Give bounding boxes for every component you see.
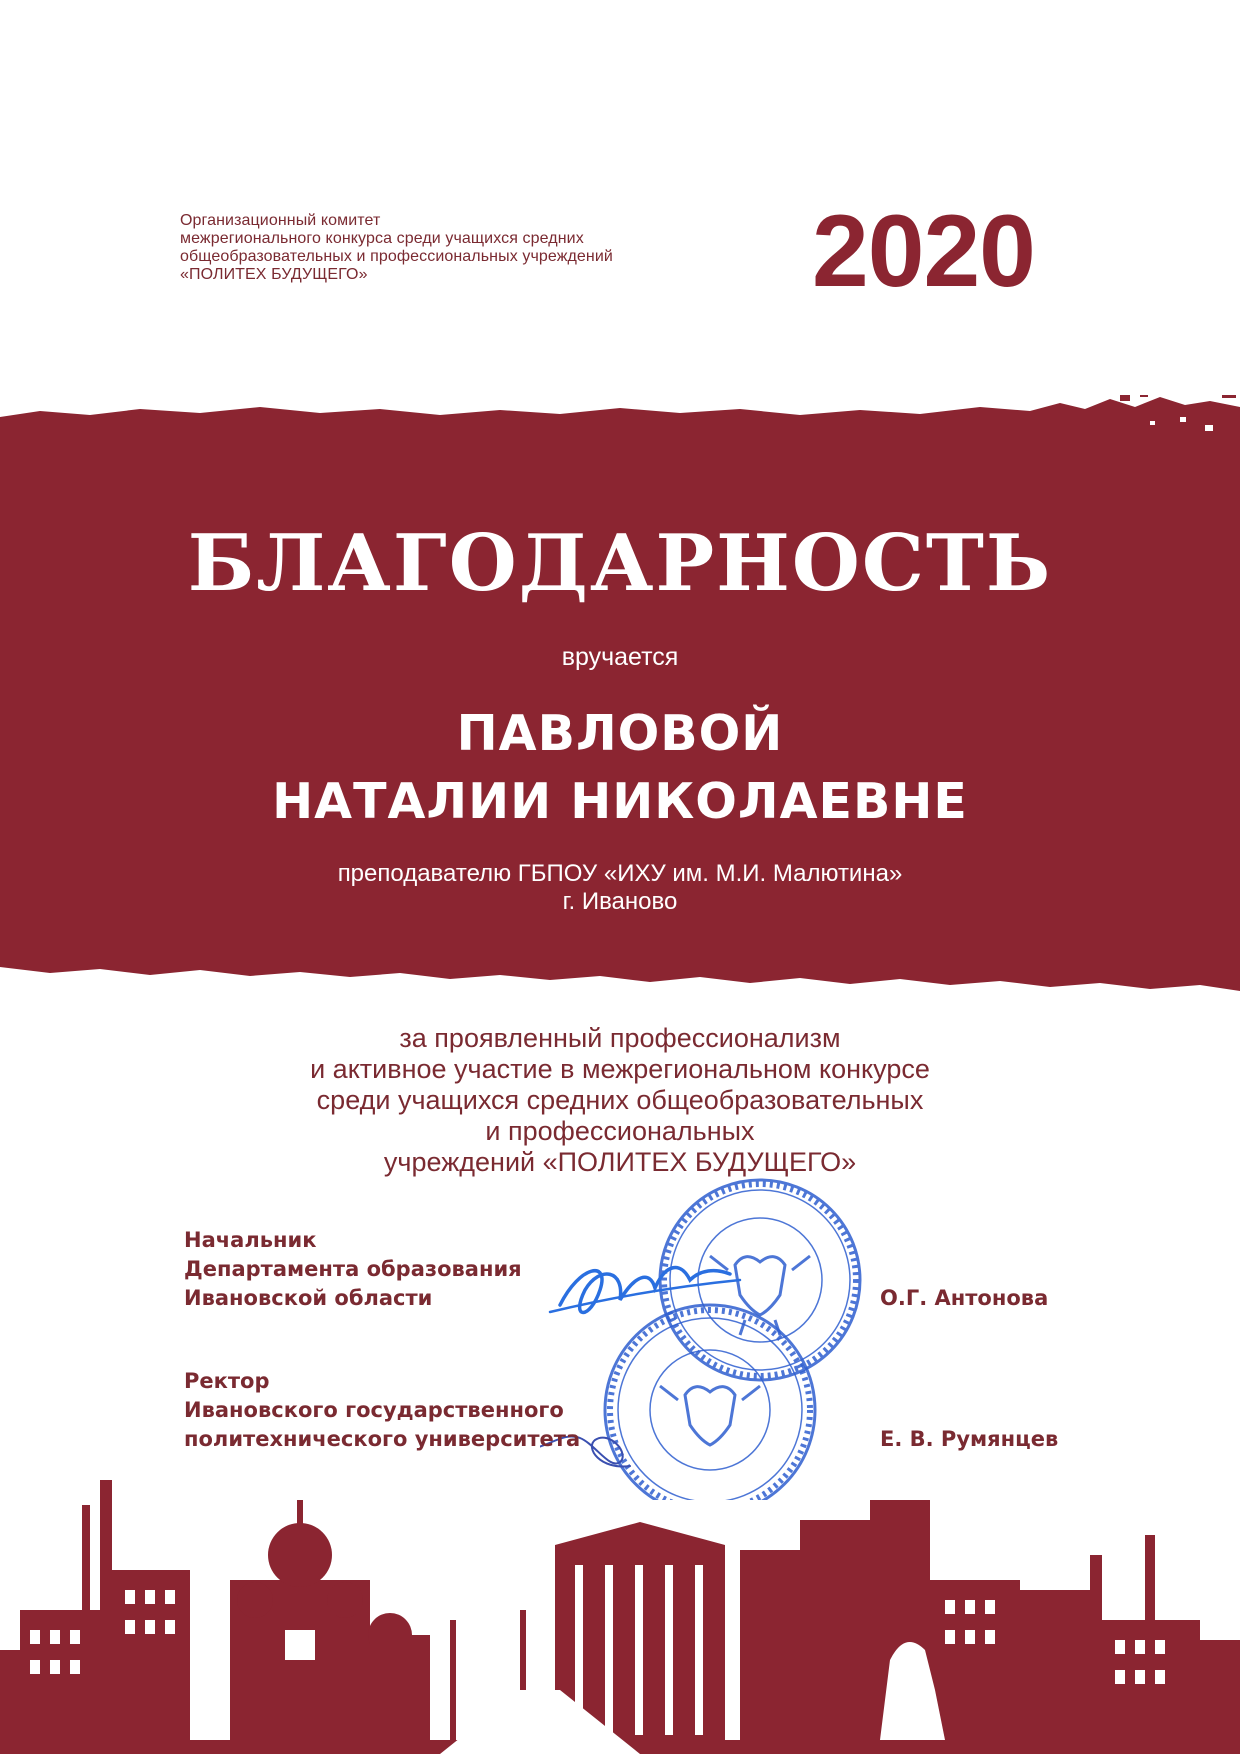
certificate-title: БЛАГОДАРНОСТЬ (187, 518, 1053, 609)
signatory-role-line: политехнического университета (184, 1427, 581, 1451)
signatory-role (184, 1367, 580, 1454)
organizer-block (180, 212, 740, 284)
reason-line: учреждений «ПОЛИТЕХ БУДУЩЕГО» (383, 1147, 857, 1177)
signatory-role-line: Начальник (184, 1228, 317, 1252)
year: 2020 (812, 194, 1035, 308)
organizer-line: общеобразовательных и профессиональных учреждений (180, 248, 613, 265)
signatory-role-line: Ивановской области (184, 1286, 433, 1310)
organizer-line: Организационный комитет (180, 212, 381, 229)
city-skyline-icon (0, 1460, 1240, 1754)
signatory-role (184, 1226, 522, 1313)
organizer-line: межрегионального конкурса среди учащихся средних (180, 230, 584, 247)
recipient-position: преподавателю ГБПОУ «ИХУ им. М.И. Малютина» (337, 860, 903, 887)
reason-line: и активное участие в межрегиональном конкурсе (310, 1054, 930, 1084)
signatory-role-line: Ивановского государственного (184, 1398, 564, 1422)
reason-block (0, 1023, 1240, 1178)
signatory-role-line: Ректор (184, 1369, 270, 1393)
recipient-surname: ПАВЛОВОЙ (456, 705, 784, 762)
recipient-city: г. Иваново (562, 888, 678, 915)
recipient-position-block (0, 860, 1240, 916)
recipient-name (0, 700, 1240, 836)
reason-line: среди учащихся средних общеобразовательных (316, 1085, 924, 1115)
organizer-line: «ПОЛИТЕХ БУДУЩЕГО» (180, 266, 368, 283)
stamps-and-signatures (540, 1170, 900, 1500)
signatory-role-line: Департамента образования (184, 1257, 522, 1281)
presented-label: вручается (561, 643, 679, 671)
reason-line: за проявленный профессионализм (399, 1023, 841, 1053)
recipient-given-names: НАТАЛИИ НИКОЛАЕВНЕ (272, 773, 968, 830)
signatory-name: О.Г. Антонова (880, 1286, 1049, 1310)
signatory-name: Е. В. Румянцев (880, 1427, 1059, 1451)
reason-line: и профессиональных (485, 1116, 755, 1146)
